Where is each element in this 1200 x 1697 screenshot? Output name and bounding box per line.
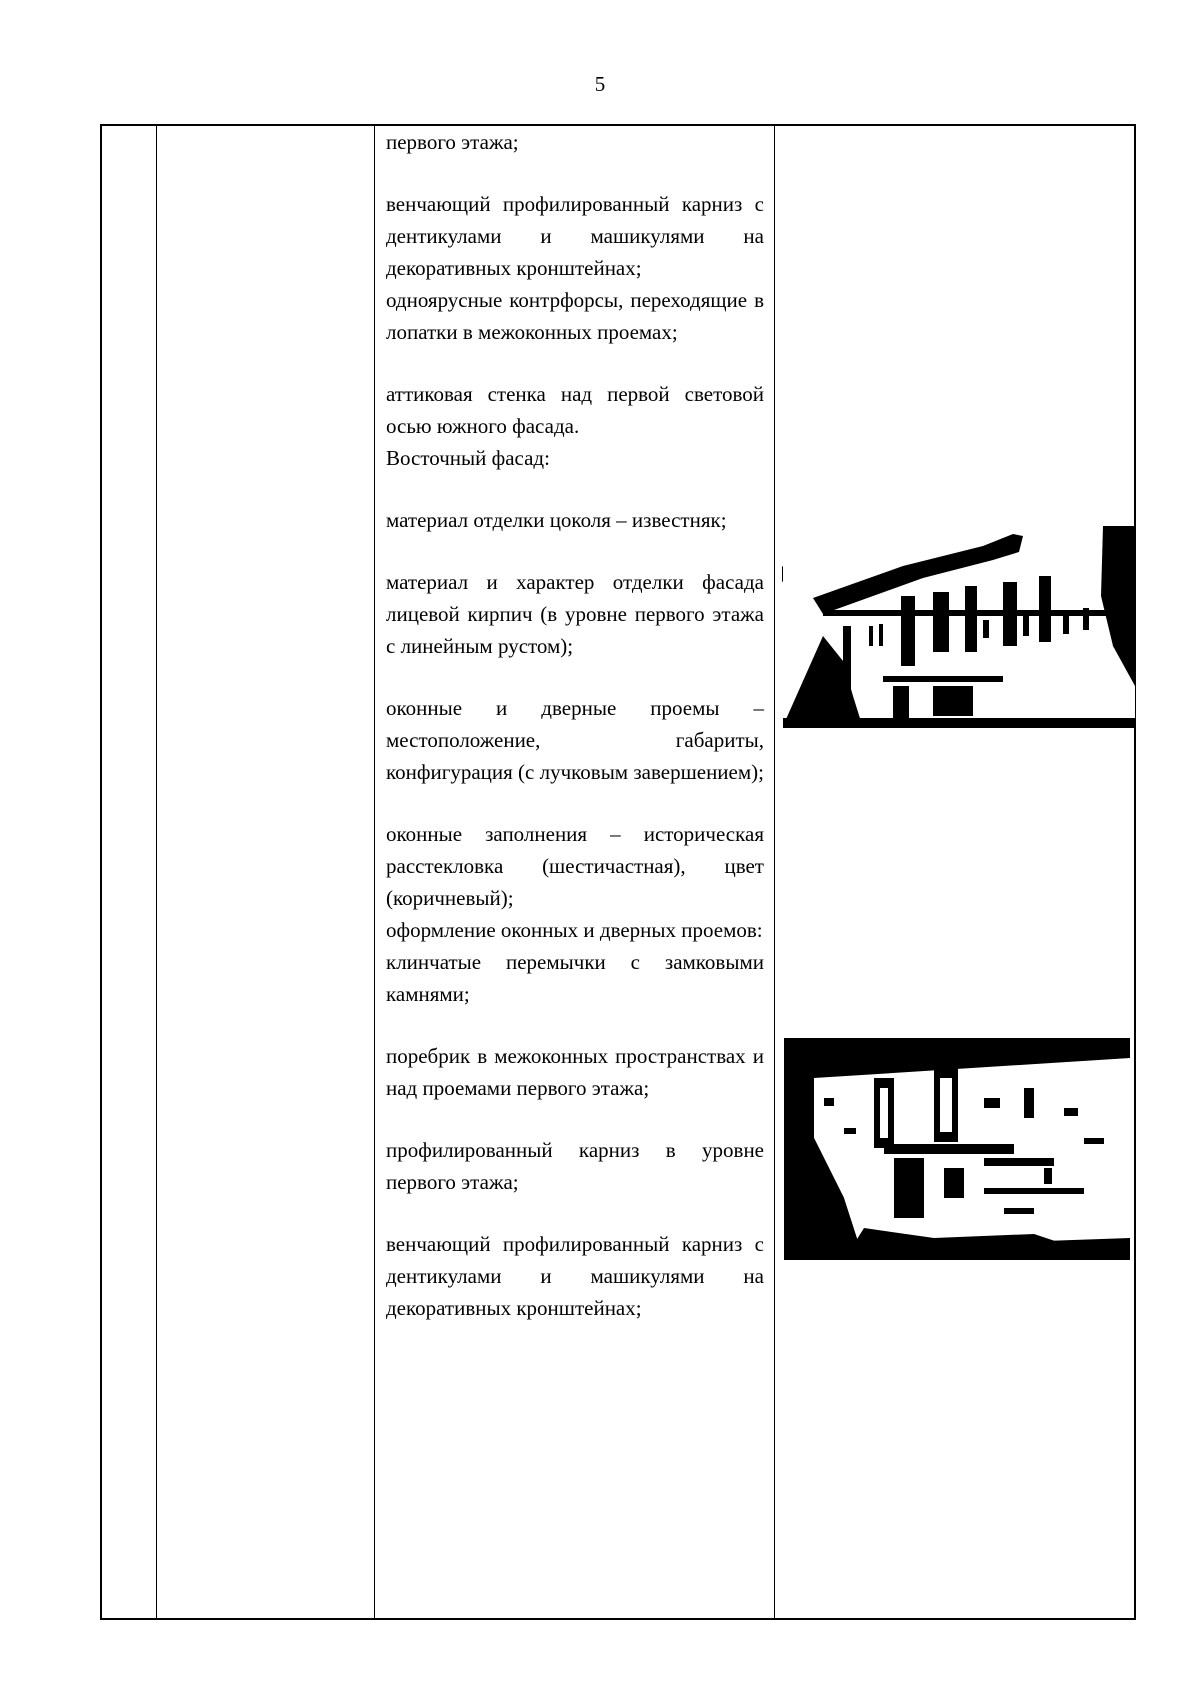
paragraph: оформление оконных и дверных проемов: — [386, 918, 763, 942]
column-divider-2 — [374, 126, 375, 1618]
paragraph: материал отделки цоколя – известняк; — [386, 508, 727, 532]
paragraph: первого этажа; — [386, 130, 519, 154]
paragraph: оконные заполнения – историческая расстекловка (шестичастная), цвет (коричневый); — [386, 822, 764, 910]
paragraph: клинчатые перемычки с замковыми камнями; — [386, 950, 764, 1006]
description-column — [386, 126, 764, 1324]
page-number: 5 — [594, 72, 606, 96]
paragraph: одноярусные контрфорсы, переходящие в лопатки в межоконных проемах; — [386, 288, 764, 344]
column-divider-3 — [774, 126, 775, 1618]
facade-photo-1 — [783, 526, 1135, 728]
paragraph: Восточный фасад: — [386, 446, 550, 470]
paragraph: материал и характер отделки фасада лицевой кирпич (в уровне первого этажа с линейным рустом); — [386, 570, 764, 658]
document-table — [100, 124, 1136, 1620]
paragraph: венчающий профилированный карниз с дентикулами и машикулями на декоративных кронштейнах; — [386, 1232, 764, 1320]
paragraph: аттиковая стенка над первой световой осью южного фасада. — [386, 382, 764, 438]
paragraph: поребрик в межоконных пространствах и над проемами первого этажа; — [386, 1044, 764, 1100]
facade-photo-2 — [784, 1038, 1130, 1260]
paragraph: профилированный карниз в уровне первого этажа; — [386, 1138, 764, 1194]
column-divider-1 — [156, 126, 157, 1618]
paragraph: оконные и дверные проемы – местоположение, габариты, конфигурация (с лучковым завершением); — [386, 696, 764, 784]
paragraph: венчающий профилированный карниз с дентикулами и машикулями на декоративных кронштейнах; — [386, 192, 764, 280]
